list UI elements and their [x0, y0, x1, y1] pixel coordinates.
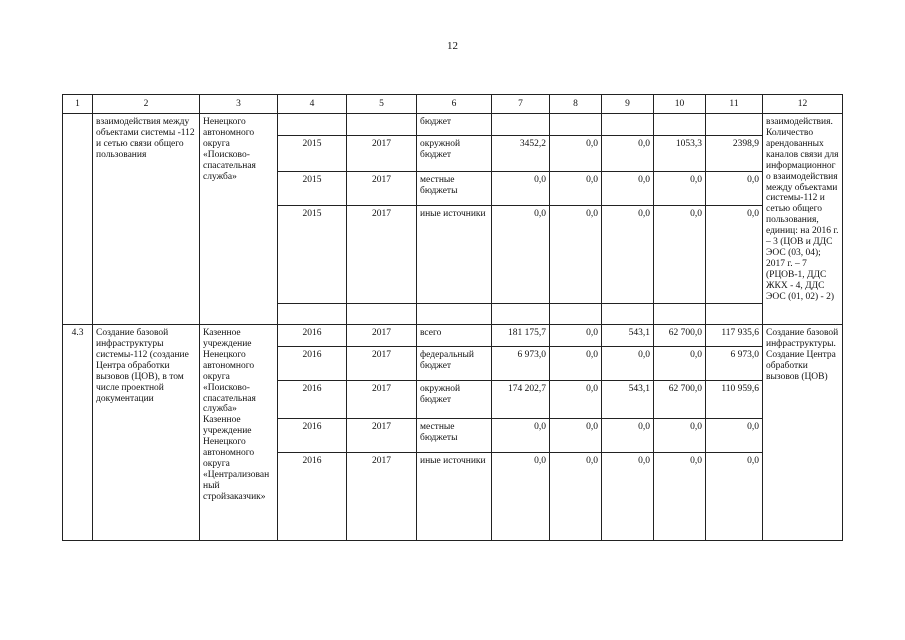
header-cell: 12: [763, 95, 843, 114]
year-end: 2017: [347, 325, 417, 347]
value-cell: 0,0: [602, 453, 654, 541]
year-start: 2016: [278, 325, 347, 347]
funding-source: местные бюджеты: [417, 419, 492, 453]
item-number: [63, 114, 93, 325]
value-cell: 0,0: [492, 453, 550, 541]
table-row: [63, 325, 843, 347]
value-cell: 0,0: [550, 381, 602, 419]
value-cell: 0,0: [550, 136, 602, 172]
value-cell: 0,0: [550, 453, 602, 541]
value-cell: 0,0: [550, 206, 602, 304]
program-table: [62, 94, 843, 541]
year-start: 2016: [278, 419, 347, 453]
item-name: взаимодействия между объектами системы -112 и сетью связи общего пользования: [93, 114, 200, 325]
year-end: 2017: [347, 206, 417, 304]
value-cell: 117 935,6: [706, 325, 763, 347]
value-cell: 62 700,0: [654, 381, 706, 419]
value-cell: 110 959,6: [706, 381, 763, 419]
value-cell: 181 175,7: [492, 325, 550, 347]
year-start: [278, 114, 347, 136]
value-cell: 0,0: [550, 172, 602, 206]
value-cell: 0,0: [602, 206, 654, 304]
value-cell: 6 973,0: [492, 347, 550, 381]
value-cell: 0,0: [550, 347, 602, 381]
year-start: 2016: [278, 453, 347, 541]
table-row: [63, 114, 843, 136]
value-cell: 0,0: [654, 453, 706, 541]
value-cell: 0,0: [706, 206, 763, 304]
funding-source: окружной бюджет: [417, 136, 492, 172]
year-end: 2017: [347, 347, 417, 381]
value-cell: 0,0: [492, 419, 550, 453]
value-cell: 0,0: [654, 347, 706, 381]
value-cell: [602, 114, 654, 136]
value-cell: 0,0: [550, 419, 602, 453]
header-cell: 4: [278, 95, 347, 114]
value-cell: 3452,2: [492, 136, 550, 172]
funding-source: федеральный бюджет: [417, 347, 492, 381]
year-end: 2017: [347, 453, 417, 541]
value-cell: 1053,3: [654, 136, 706, 172]
value-cell: 0,0: [706, 172, 763, 206]
value-cell: [706, 114, 763, 136]
funding-source: бюджет: [417, 114, 492, 136]
value-cell: 0,0: [706, 453, 763, 541]
value-cell: 0,0: [492, 206, 550, 304]
value-cell: [654, 114, 706, 136]
item-result: взаимодействия. Количество арендованных каналов связи для информационного взаимодействия между объектами системы-112 и сетью общего пользования, единиц: на 2016 г. – 3 (ЦОВ и ДДС ЭОС (03, 04); 2017 г. – 7 (РЦОВ-1, ДДС ЖКХ - 4, ДДС ЭОС (01, 02) - 2): [763, 114, 843, 325]
value-cell: 0,0: [550, 325, 602, 347]
year-end: [347, 114, 417, 136]
year-end: 2017: [347, 172, 417, 206]
year-start: 2016: [278, 347, 347, 381]
value-cell: 0,0: [654, 206, 706, 304]
value-cell: 0,0: [492, 172, 550, 206]
header-cell: 3: [200, 95, 278, 114]
value-cell: 0,0: [602, 419, 654, 453]
header-cell: 5: [347, 95, 417, 114]
value-cell: 0,0: [706, 419, 763, 453]
value-cell: 174 202,7: [492, 381, 550, 419]
header-cell: 6: [417, 95, 492, 114]
header-cell: 11: [706, 95, 763, 114]
value-cell: 2398,9: [706, 136, 763, 172]
year-end: 2017: [347, 136, 417, 172]
year-start: 2015: [278, 172, 347, 206]
year-end: 2017: [347, 381, 417, 419]
value-cell: 6 973,0: [706, 347, 763, 381]
item-executor: Казенное учреждение Ненецкого автономного округа «Поисково-спасательная служба» Казенное учреждение Ненецкого автономного округа «Централизованный стройзаказчик»: [200, 325, 278, 541]
value-cell: 543,1: [602, 381, 654, 419]
item-result: Создание базовой инфраструктуры. Создание Центра обработки вызовов (ЦОВ): [763, 325, 843, 541]
header-row: [63, 95, 843, 114]
header-cell: 7: [492, 95, 550, 114]
item-number: 4.3: [63, 325, 93, 541]
item-name: Создание базовой инфраструктуры системы-112 (создание Центра обработки вызовов (ЦОВ), в том числе проектной документации: [93, 325, 200, 541]
value-cell: 62 700,0: [654, 325, 706, 347]
header-cell: 9: [602, 95, 654, 114]
funding-source: иные источники: [417, 453, 492, 541]
value-cell: 0,0: [602, 136, 654, 172]
header-cell: 10: [654, 95, 706, 114]
header-cell: 1: [63, 95, 93, 114]
value-cell: 0,0: [654, 172, 706, 206]
page-number: 12: [447, 40, 458, 52]
funding-source: окружной бюджет: [417, 381, 492, 419]
value-cell: 0,0: [602, 347, 654, 381]
funding-source: всего: [417, 325, 492, 347]
value-cell: 0,0: [654, 419, 706, 453]
item-executor: Ненецкого автономного округа «Поисково-спасательная служба»: [200, 114, 278, 325]
value-cell: [492, 114, 550, 136]
value-cell: 543,1: [602, 325, 654, 347]
funding-source: местные бюджеты: [417, 172, 492, 206]
year-start: 2016: [278, 381, 347, 419]
header-cell: 8: [550, 95, 602, 114]
year-start: 2015: [278, 136, 347, 172]
value-cell: 0,0: [602, 172, 654, 206]
funding-source: иные источники: [417, 206, 492, 304]
value-cell: [550, 114, 602, 136]
header-cell: 2: [93, 95, 200, 114]
year-start: 2015: [278, 206, 347, 304]
year-end: 2017: [347, 419, 417, 453]
